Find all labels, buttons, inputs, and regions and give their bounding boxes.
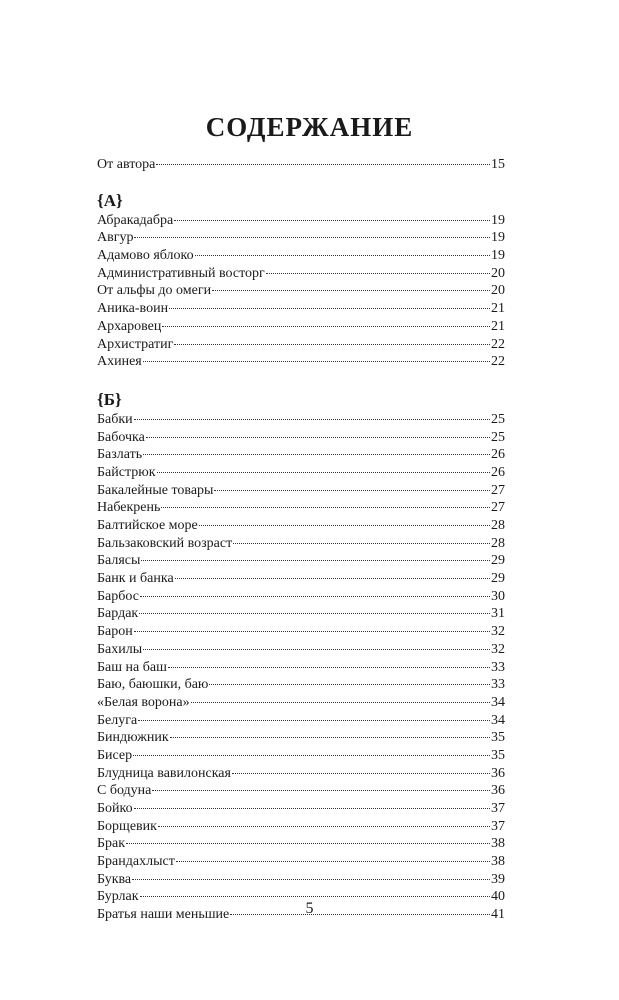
dot-leader [266, 273, 490, 274]
toc-entry-title: С бодуна [97, 783, 152, 799]
toc-entry-title: Баш на баш [97, 659, 167, 675]
toc-entry-title: Базлать [97, 447, 143, 463]
dot-leader [140, 896, 490, 897]
toc-entry[interactable] [97, 247, 505, 265]
toc-entry-page: 35 [491, 747, 505, 763]
toc-entry-title: Аника-воин [97, 301, 169, 317]
dot-leader [191, 702, 490, 703]
dot-leader [233, 543, 490, 544]
toc-entry-title: Абракадабра [97, 212, 174, 228]
toc-entry-title: Бисер [97, 747, 133, 763]
toc-entry[interactable] [97, 623, 505, 641]
toc-entry[interactable] [97, 853, 505, 871]
dot-leader [132, 879, 490, 880]
toc-entry-page: 33 [491, 659, 505, 675]
toc-entry-page: 40 [491, 889, 505, 905]
toc-entry-page: 41 [491, 907, 505, 923]
dot-leader [199, 525, 490, 526]
toc-entry-title: Братья наши меньшие [97, 907, 230, 923]
toc-entry-title: Балтийское море [97, 518, 198, 533]
toc-entry[interactable] [97, 353, 505, 371]
toc-entry[interactable] [97, 336, 505, 354]
toc-entry-title: Биндюжник [97, 730, 169, 746]
toc-entry-title: Барон [97, 624, 133, 640]
dot-leader [176, 861, 490, 862]
toc-entry-title: От автора [97, 157, 156, 172]
dot-leader [133, 755, 490, 756]
toc-entry-page: 36 [491, 783, 505, 799]
toc-entry-title: Архаровец [97, 318, 162, 334]
toc-entry-title: Баю, баюшки, баю [97, 677, 209, 693]
toc-entry[interactable] [97, 552, 505, 570]
toc-entry[interactable] [97, 871, 505, 889]
section-heading: {Б} [97, 389, 122, 409]
toc-entry-page: 36 [491, 765, 505, 781]
toc-entry-page: 34 [491, 712, 505, 728]
toc-entry[interactable] [97, 659, 505, 677]
toc-entry[interactable] [97, 641, 505, 659]
toc-entry-page: 30 [491, 588, 505, 604]
toc-entry-page: 26 [491, 447, 505, 463]
dot-leader [174, 344, 490, 345]
dot-leader [146, 437, 490, 438]
dot-leader [143, 454, 490, 455]
toc-entry-page: 27 [491, 500, 505, 516]
dot-leader [209, 684, 490, 685]
toc-entry-title: Брак [97, 836, 126, 852]
dot-leader [138, 720, 490, 721]
toc-entry[interactable] [97, 429, 505, 447]
toc-entry[interactable] [97, 712, 505, 730]
toc-entry-page: 32 [491, 641, 505, 657]
dot-leader [143, 361, 490, 362]
spacer [97, 174, 505, 190]
toc-entry-title: Байстрюк [97, 464, 156, 480]
dot-leader [168, 667, 490, 668]
toc-entry-page: 29 [491, 553, 505, 569]
dot-leader [174, 220, 490, 221]
toc-entry[interactable] [97, 464, 505, 482]
toc-entry-page: 37 [491, 818, 505, 834]
dot-leader [170, 737, 490, 738]
dot-leader [140, 596, 490, 597]
toc-entry[interactable] [97, 605, 505, 623]
toc-entry[interactable] [97, 212, 505, 230]
dot-leader [139, 613, 490, 614]
toc-entry-title: Борщевик [97, 818, 157, 834]
toc-entry[interactable] [97, 588, 505, 606]
toc-entry[interactable] [97, 446, 505, 464]
toc-entry[interactable] [97, 535, 505, 553]
toc-entry-page: 39 [491, 871, 505, 887]
toc-entry[interactable] [97, 729, 505, 747]
page-title: СОДЕРЖАНИЕ [205, 112, 414, 142]
toc-entry-title: Белуга [97, 712, 138, 728]
dot-leader [134, 419, 490, 420]
sections-container [97, 190, 505, 924]
toc-entry-title: Банк и банка [97, 571, 174, 587]
toc-entry-title: Авгур [97, 230, 134, 246]
section-heading: {А} [97, 190, 123, 210]
toc-entry[interactable] [97, 694, 505, 712]
toc-entry-title: Балясы [97, 553, 141, 569]
toc-entry-page: 19 [491, 248, 505, 264]
toc-entry-page: 21 [491, 318, 505, 334]
toc-entry-page: 22 [491, 336, 505, 352]
toc-entry[interactable] [97, 282, 505, 300]
toc-entry-page: 20 [491, 265, 505, 281]
table-of-contents [97, 156, 505, 924]
toc-entry-page: 25 [491, 429, 505, 445]
toc-entry[interactable] [97, 818, 505, 836]
toc-entry-page: 28 [491, 518, 505, 533]
toc-entry-page: 38 [491, 836, 505, 852]
dot-leader [134, 237, 490, 238]
dot-leader [161, 507, 490, 508]
toc-entry-title: Брандахлыст [97, 854, 175, 870]
toc-entry-title: Бакалейные товары [97, 482, 214, 498]
toc-entry[interactable] [97, 765, 505, 783]
toc-entry-page: 22 [491, 354, 505, 370]
toc-entry-title: Набекрень [97, 500, 161, 516]
dot-leader [175, 578, 490, 579]
toc-entry-page: 38 [491, 854, 505, 870]
dot-leader [126, 843, 490, 844]
toc-entry-page: 15 [491, 157, 505, 172]
toc-entry-title: Бахилы [97, 641, 143, 657]
dot-leader [169, 308, 490, 309]
toc-entry[interactable] [97, 300, 505, 318]
dot-leader [232, 773, 490, 774]
toc-entry-page: 32 [491, 624, 505, 640]
toc-entry[interactable] [97, 229, 505, 247]
toc-entry-title: Бардак [97, 606, 139, 622]
toc-entry-title: От альфы до омеги [97, 283, 212, 299]
dot-leader [134, 808, 490, 809]
toc-entry[interactable] [97, 835, 505, 853]
dot-leader [158, 826, 490, 827]
toc-entry-title: Бальзаковский возраст [97, 535, 233, 551]
toc-entry-page: 29 [491, 571, 505, 587]
toc-entry[interactable] [97, 318, 505, 336]
toc-entry-page: 35 [491, 730, 505, 746]
toc-entry-title: Блудница вавилонская [97, 765, 231, 781]
dot-leader [212, 290, 490, 291]
toc-entry-title: Бабки [97, 411, 133, 427]
toc-entry[interactable] [97, 411, 505, 429]
toc-entry[interactable] [97, 265, 505, 283]
dot-leader [156, 164, 490, 165]
toc-entry-page: 31 [491, 606, 505, 622]
dot-leader [143, 649, 490, 650]
toc-entry-title: Бойко [97, 801, 133, 816]
toc-entry-page: 34 [491, 694, 505, 710]
toc-entry[interactable] [97, 482, 505, 500]
page-number: 5 [305, 900, 314, 917]
toc-entry[interactable] [97, 517, 505, 535]
toc-entry-title: Бурлак [97, 889, 139, 905]
toc-entry-title: Ахинея [97, 354, 142, 370]
dot-leader [141, 560, 490, 561]
toc-entry[interactable] [97, 747, 505, 765]
toc-entry-page: 19 [491, 230, 505, 246]
toc-entry-title: Буква [97, 871, 132, 887]
toc-entry-page: 19 [491, 212, 505, 228]
toc-entry-title: Бабочка [97, 429, 145, 445]
dot-leader [152, 790, 490, 791]
toc-entry-title: «Белая ворона» [97, 694, 190, 710]
toc-entry[interactable] [97, 676, 505, 694]
dot-leader [214, 490, 490, 491]
toc-entry-page: 37 [491, 801, 505, 816]
dot-leader [162, 326, 490, 327]
toc-entry[interactable] [97, 800, 505, 818]
toc-entry-page: 21 [491, 301, 505, 317]
toc-entry-title: Административный восторг [97, 265, 265, 281]
spacer [97, 371, 505, 389]
dot-leader [134, 631, 490, 632]
toc-entry[interactable] [97, 782, 505, 800]
toc-entry-title: Барбос [97, 588, 139, 604]
toc-entry[interactable] [97, 570, 505, 588]
dot-leader [157, 472, 490, 473]
toc-entry-page: 26 [491, 464, 505, 480]
toc-entry-intro[interactable] [97, 156, 505, 174]
toc-entry[interactable] [97, 499, 505, 517]
toc-entry-page: 28 [491, 535, 505, 551]
toc-entry-title: Архистратиг [97, 336, 174, 352]
toc-entry-page: 20 [491, 283, 505, 299]
toc-entry-title: Адамово яблоко [97, 248, 194, 264]
toc-entry-page: 27 [491, 482, 505, 498]
toc-entry-page: 33 [491, 677, 505, 693]
toc-entry-page: 25 [491, 411, 505, 427]
dot-leader [195, 255, 490, 256]
